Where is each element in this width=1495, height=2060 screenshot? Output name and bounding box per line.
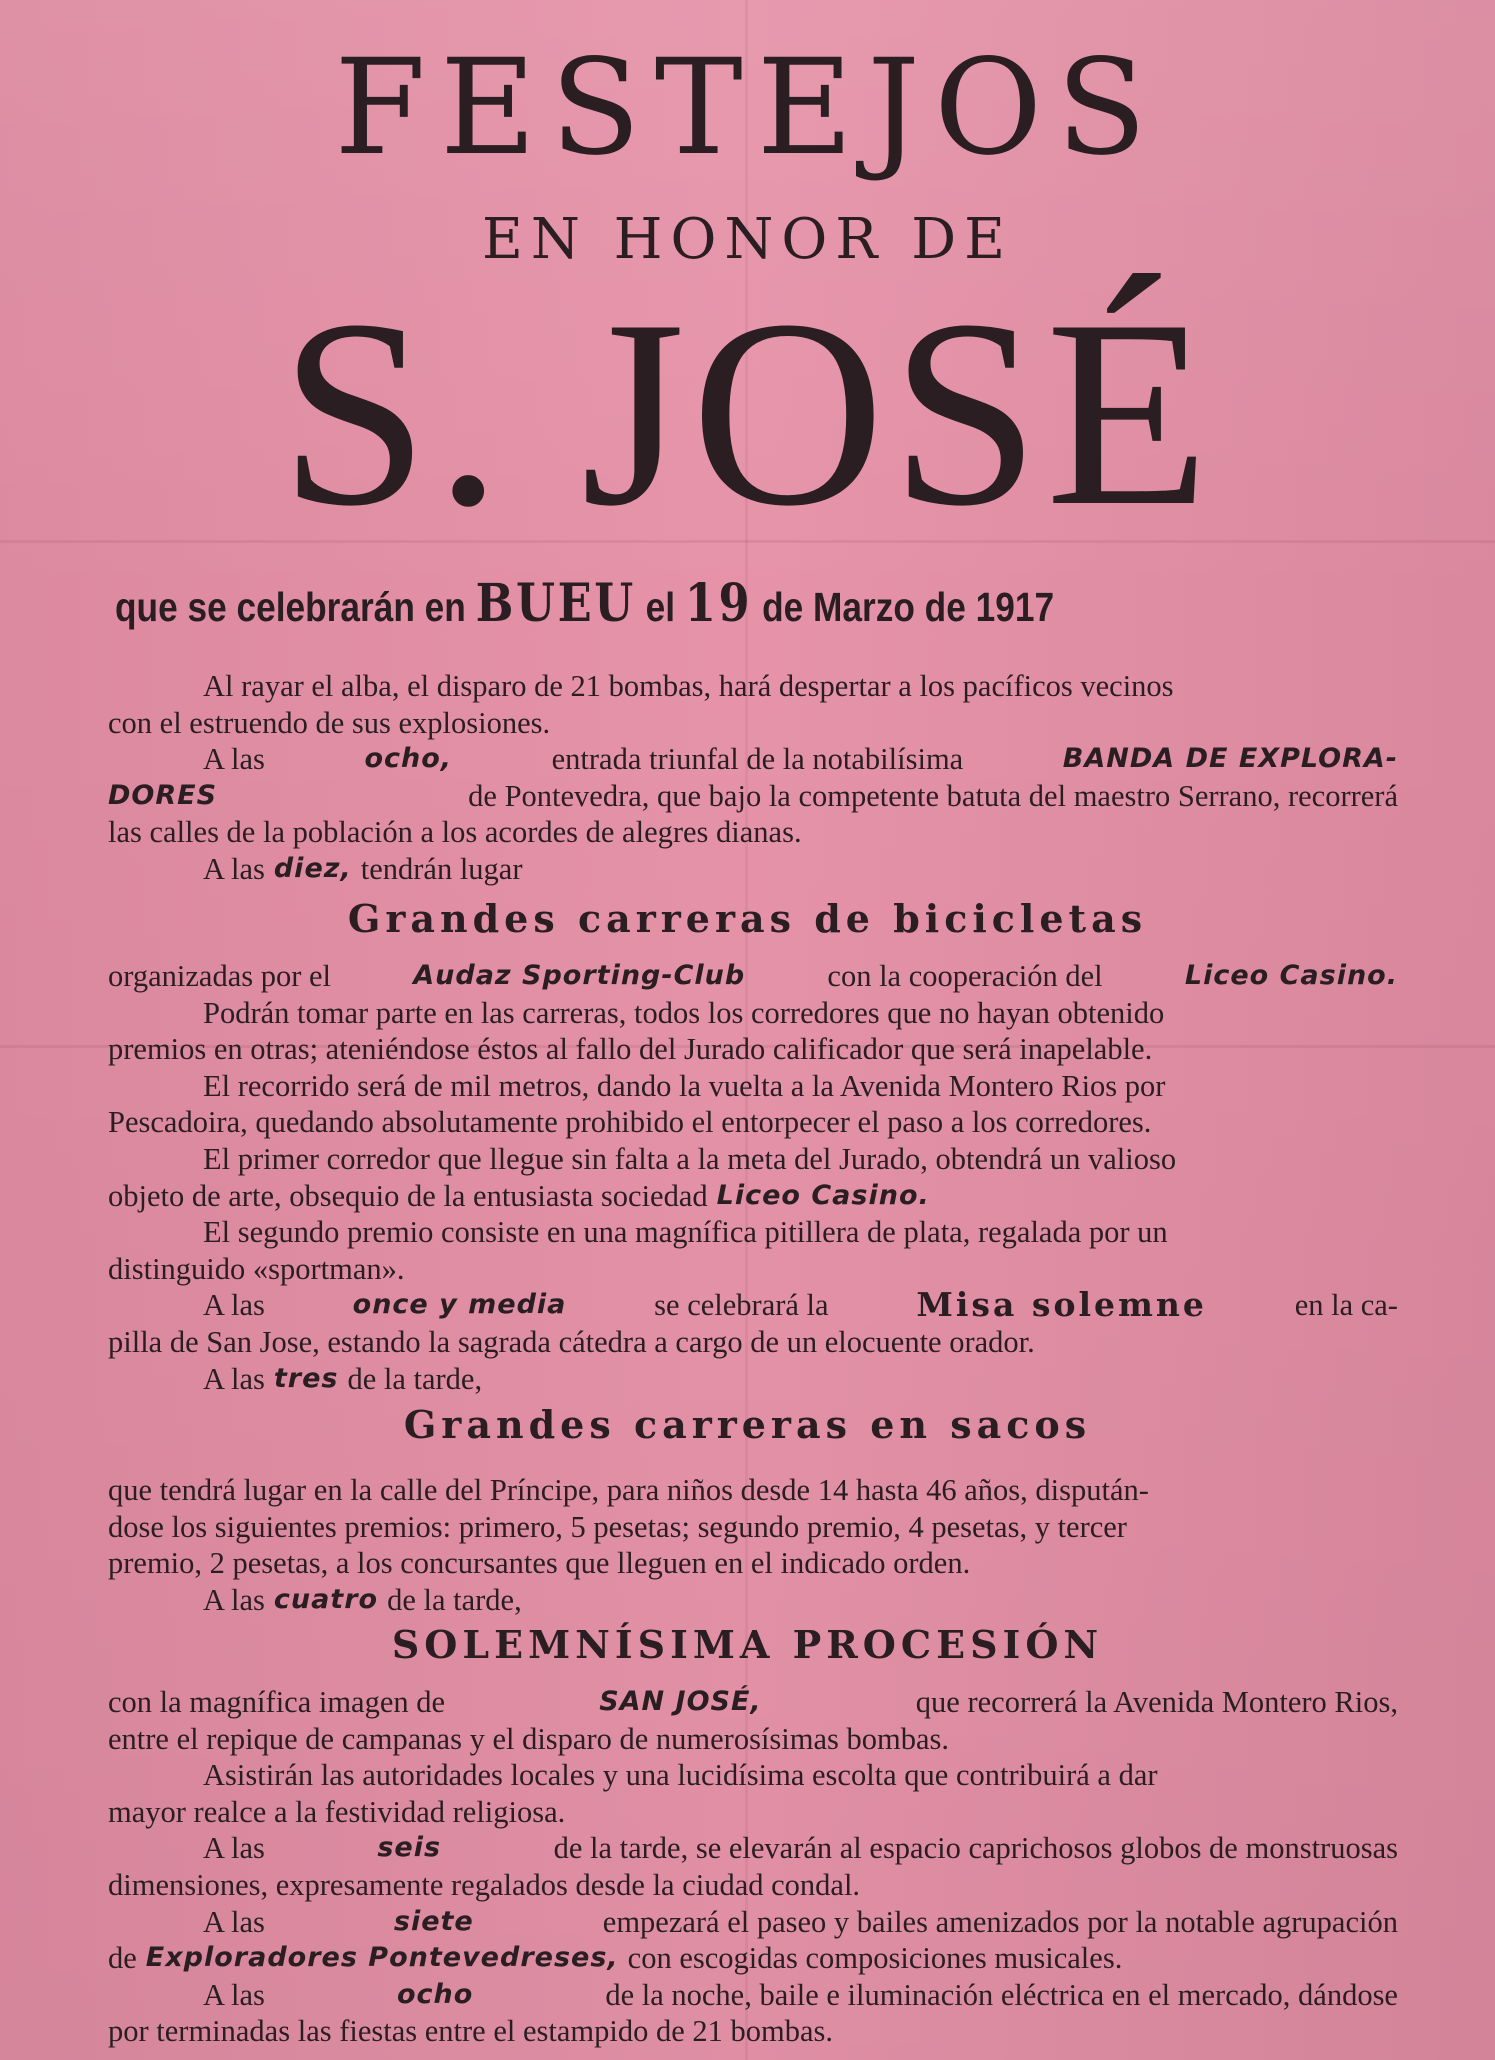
paragraph-line: premio, 2 pesetas, a los concursantes que lleguen en el indicado orden.	[108, 1546, 971, 1581]
band-name: BANDA DE EXPLORA-	[1062, 743, 1398, 775]
paragraph-line: que tendrá lugar en la calle del Príncipe, para niños desde 14 hasta 46 años, dispután-	[108, 1473, 1149, 1507]
mass-title: Misa solemne	[916, 1285, 1207, 1325]
paragraph-line: A las diez, tendrán lugar	[203, 851, 523, 886]
paragraph-line: dimensiones, expresamente regalados desde la ciudad condal.	[108, 1867, 861, 1902]
time-highlight: diez,	[273, 852, 352, 884]
paragraph-line: A las seis de la tarde, se elevarán al espacio caprichosos globos de monstruosas	[203, 1831, 1398, 1866]
paragraph-line: con el estruendo de sus explosiones.	[108, 705, 551, 740]
paragraph-line: DORES de Pontevedra, que bajo la competente batuta del maestro Serrano, recorrerá	[108, 778, 1398, 813]
time-highlight: siete	[393, 1905, 474, 1937]
program-section-bicycles	[108, 958, 1398, 1397]
event-day: 19	[684, 573, 753, 634]
paragraph-line: Asistirán las autoridades locales y una lucidísima escolta que contribuirá a dar	[203, 1758, 1158, 1793]
band-name: Exploradores Pontevedreses,	[145, 1942, 619, 1974]
program-section-afternoon	[108, 1684, 1398, 2050]
heading-sack-race: Grandes carreras en sacos	[403, 1402, 1092, 1447]
paragraph-line: A las ocho de la noche, baile e iluminación eléctrica en el mercado, dándose	[203, 1977, 1398, 2012]
club-name: Liceo Casino.	[716, 1179, 930, 1211]
paragraph-line: El recorrido será de mil metros, dando la vuelta a la Avenida Montero Rios por	[203, 1068, 1166, 1103]
paragraph-line: Al rayar el alba, el disparo de 21 bombas, hará despertar a los pacíficos vecinos	[203, 669, 1174, 703]
heading-procession: SOLEMNÍSIMA PROCESIÓN	[391, 1622, 1104, 1667]
paragraph-line: Pescadoira, quedando absolutamente prohibido el entorpecer el paso a los corredores.	[108, 1105, 1152, 1140]
paragraph-line: distinguido «sportman».	[108, 1251, 405, 1286]
paragraph-line: El segundo premio consiste en una magnífica pitillera de plata, regalada por un	[203, 1215, 1168, 1250]
paragraph-line: las calles de la población a los acordes de alegres dianas.	[108, 815, 802, 850]
club-name: Audaz Sporting-Club	[413, 960, 746, 991]
time-highlight: cuatro	[273, 1583, 379, 1615]
time-highlight: once y media	[352, 1289, 567, 1321]
paragraph-line: entre el repique de campanas y el disparo de numerosísimas bombas.	[108, 1721, 950, 1756]
saint-highlight: SAN JOSÉ,	[599, 1686, 762, 1717]
club-name: Liceo Casino.	[1184, 960, 1398, 991]
paragraph-line: El primer corredor que llegue sin falta a la meta del Jurado, obtendrá un valioso	[203, 1141, 1177, 1176]
paragraph-line: A las siete empezará el paseo y bailes amenizados por la notable agrupación	[203, 1904, 1398, 1939]
program-section-sacks	[108, 1472, 1398, 1618]
paragraph-line: Podrán tomar parte en las carreras, todos los corredores que no hayan obtenido	[203, 995, 1165, 1030]
paragraph-line: A las once y media se celebrará la Misa solemne en la ca-	[203, 1285, 1398, 1325]
paragraph-line: A las tres de la tarde,	[203, 1361, 483, 1396]
poster-title: FESTEJOS	[334, 31, 1161, 185]
paragraph-line: A las cuatro de la tarde,	[203, 1582, 522, 1617]
paragraph-line: organizadas por el Audaz Sporting-Club con la cooperación del Liceo Casino.	[108, 959, 1398, 993]
program-section-morning	[108, 668, 1398, 888]
heading-bicycle-race: Grandes carreras de bicicletas	[347, 896, 1148, 941]
time-highlight: seis	[377, 1832, 442, 1864]
paragraph-line: de Exploradores Pontevedreses, con escogidas composiciones musicales.	[108, 1941, 1123, 1976]
time-highlight: ocho,	[364, 743, 453, 775]
paragraph-line: por terminadas las fiestas entre el estampido de 21 bombas.	[108, 2014, 834, 2049]
paragraph-line: con la magnífica imagen de SAN JOSÉ, que recorrerá la Avenida Montero Rios,	[108, 1685, 1398, 1719]
paragraph-line: objeto de arte, obsequio de la entusiasta sociedad Liceo Casino.	[108, 1178, 930, 1213]
time-highlight: ocho	[396, 1978, 474, 2010]
event-dateline: que se celebrarán en BUEU el 19 de Marzo de 1917	[115, 573, 1055, 634]
paragraph-line: dose los siguientes premios: primero, 5 pesetas; segundo premio, 4 pesetas, y tercer	[108, 1509, 1127, 1544]
event-place: BUEU	[475, 573, 636, 634]
paragraph-line: premios en otras; ateniéndose éstos al fallo del Jurado calificador que será inapelable.	[108, 1032, 1153, 1067]
paragraph-line: A las ocho, entrada triunfal de la notabilísima BANDA DE EXPLORA-	[203, 742, 1398, 777]
poster-subtitle: EN HONOR DE	[481, 207, 1014, 272]
time-highlight: tres	[273, 1362, 339, 1394]
poster-saint-name: S. JOSÉ	[279, 264, 1216, 561]
paragraph-line: mayor realce a la festividad religiosa.	[108, 1794, 566, 1829]
paragraph-line: pilla de San Jose, estando la sagrada cátedra a cargo de un elocuente orador.	[108, 1324, 1035, 1359]
